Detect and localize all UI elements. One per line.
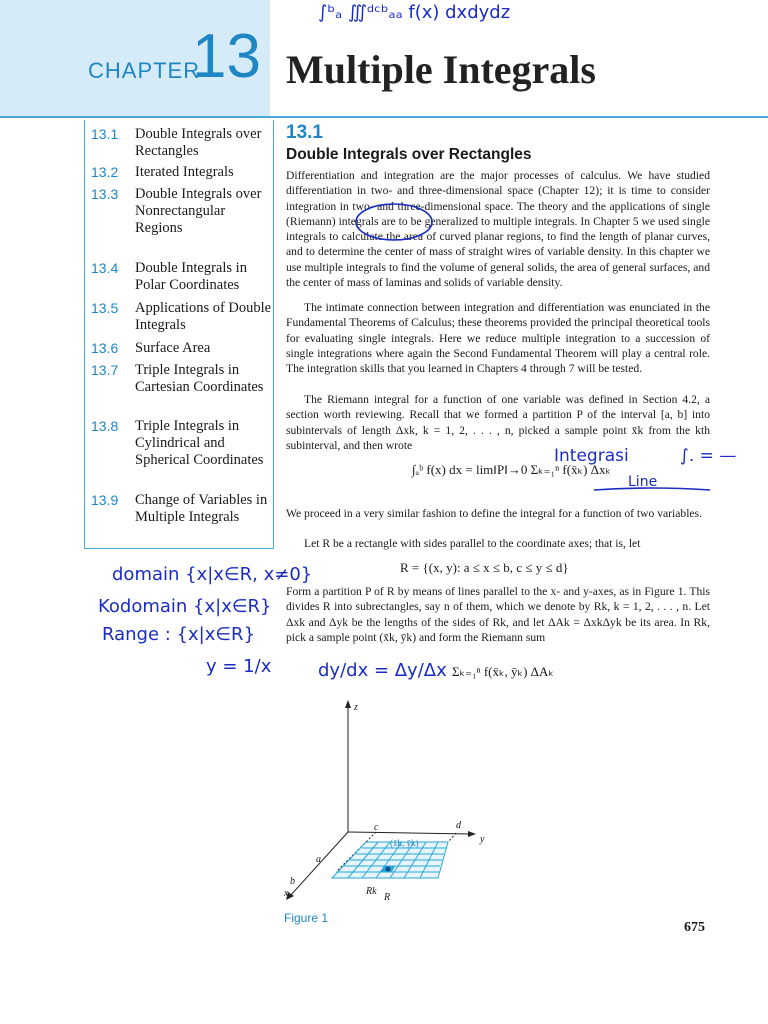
sample-point bbox=[386, 867, 391, 872]
figure-label-y: y bbox=[480, 834, 485, 845]
figure-label-sample-point: (x̄k, ȳk) bbox=[390, 838, 419, 848]
figure-label-x: x bbox=[284, 888, 289, 899]
chapter-toc bbox=[84, 120, 274, 549]
section-title: Double Integrals over Rectangles bbox=[286, 146, 532, 163]
toc-item-title: Applications of Double Integrals bbox=[135, 300, 272, 333]
handwritten-riemann-circle bbox=[352, 200, 436, 244]
header-rule bbox=[0, 116, 768, 118]
paragraph-connection: The intimate connection between integration and differentiation was enunciated in the Fundamental Theorems of Calculus; these theorems provided the principal theoretical tools for evaluating single integrals. Here we reduce multiple integration to a succession of single integrations where again the Second Fundamental Theorem will play a central role. The integration skills that you learned in Chapters 4 through 7 will be tested. bbox=[286, 301, 710, 376]
toc-item-title: Double Integrals in Polar Coordinates bbox=[135, 260, 247, 293]
chapter-number: 13 bbox=[192, 22, 261, 91]
toc-item-number: 13.8 bbox=[91, 418, 119, 434]
toc-item-title: Triple Integrals in Cylindrical and Spherical Coordinates bbox=[135, 418, 264, 468]
toc-item-title: Surface Area bbox=[135, 340, 211, 356]
equation-rectangle: R = {(x, y): a ≤ x ≤ b, c ≤ y ≤ d} bbox=[400, 560, 569, 575]
figure-label-c: c bbox=[374, 822, 379, 833]
equation-riemann-sum: Σₖ₌₁ⁿ f(x̄ₖ, ȳₖ) ΔAₖ bbox=[452, 664, 554, 679]
toc-item-title: Iterated Integrals bbox=[135, 164, 234, 180]
y-axis bbox=[348, 832, 470, 834]
z-axis-arrow bbox=[345, 700, 351, 708]
toc-item-number: 13.4 bbox=[91, 260, 119, 276]
page-number: 675 bbox=[684, 920, 705, 935]
figure-caption: Figure 1 bbox=[284, 911, 329, 925]
handwritten-integrasi: Integrasi bbox=[554, 446, 629, 466]
handwritten-line: Line bbox=[628, 474, 658, 490]
figure-label-r: R bbox=[384, 892, 391, 903]
handwritten-underline bbox=[592, 484, 712, 494]
toc-item-number: 13.2 bbox=[91, 164, 119, 180]
toc-item-number: 13.6 bbox=[91, 340, 119, 356]
handwritten-domain: domain {x|x∈R, x≠0} bbox=[112, 564, 313, 585]
toc-item-title: Double Integrals over Nonrectangular Regions bbox=[135, 186, 262, 236]
paragraph-partition: Form a partition P of R by means of lines parallel to the x- and y-axes, as in Figure 1. This divides R into subrectangles, say n of them, which we denote by Rk, k = 1, 2, . . . , n. Let Δxk and Δyk be the lengths of the sides of Rk, and let ΔAk = ΔxkΔyk be its area. In Rk, pick a sample point (x̄k, ȳk) and form the Riemann sum bbox=[286, 585, 710, 644]
handwritten-integral-dash: ∫. = — bbox=[680, 446, 737, 466]
section-number: 13.1 bbox=[286, 122, 323, 143]
toc-item-number: 13.1 bbox=[91, 126, 119, 142]
figure-label-a: a bbox=[316, 854, 321, 865]
figure-1-diagram bbox=[270, 696, 490, 908]
toc-item-title: Change of Variables in Multiple Integrals bbox=[135, 492, 268, 525]
paragraph-riemann: The Riemann integral for a function of one variable was defined in Section 4.2, a section worth reviewing. Recall that we formed a partition P of the interval [a, b] into subintervals of length Δxk, k = 1, 2, . . . , n, picked a sample point x̄k from the kth subinterval, and then wrote bbox=[286, 393, 710, 452]
paragraph-intro: Differentiation and integration are the major processes of calculus. We have studied differentiation in two- and three-dimensional space (Chapter 12); it is time to consider integration in two- and three-dimensional space. The theory and the applications of single (Riemann) integrals are to be generalized to multiple integrals. In Chapter 5 we used single integrals to calculate the area of curved planar regions, to find the length of planar curves, and to determine the center of mass of straight wires of variable density. In this chapter we use multiple integrals to find the volume of general solids, the area of general surfaces, and the center of mass of laminas and solids of variable density. bbox=[286, 169, 710, 290]
handwritten-integral-note: ∫ᵇₐ ∭ᵈᶜᵇₐₐ f(x) dxdydz bbox=[318, 2, 511, 23]
figure-label-rk: Rk bbox=[366, 886, 377, 897]
toc-item-title: Triple Integrals in Cartesian Coordinates bbox=[135, 362, 264, 395]
y-axis-arrow bbox=[468, 831, 476, 837]
toc-item-number: 13.9 bbox=[91, 492, 119, 508]
handwritten-function: y = 1/x bbox=[206, 656, 272, 677]
chapter-label: CHAPTER bbox=[88, 58, 201, 83]
figure-label-d: d bbox=[456, 820, 461, 831]
handwritten-kodomain: Kodomain {x|x∈R} bbox=[98, 596, 272, 617]
toc-item-number: 13.5 bbox=[91, 300, 119, 316]
figure-label-z: z bbox=[354, 702, 358, 713]
chapter-title: Multiple Integrals bbox=[286, 47, 596, 92]
equation-riemann-integral: ∫ₐᵇ f(x) dx = lim‖P‖→0 Σₖ₌₁ⁿ f(x̄ₖ) Δxₖ bbox=[412, 462, 612, 477]
handwritten-range: Range : {x|x∈R} bbox=[102, 624, 256, 645]
handwritten-derivative: dy/dx = Δy/Δx bbox=[318, 660, 447, 681]
toc-item-number: 13.3 bbox=[91, 186, 119, 202]
toc-item-number: 13.7 bbox=[91, 362, 119, 378]
paragraph-rectangle: Let R be a rectangle with sides parallel to the coordinate axes; that is, let bbox=[304, 537, 641, 550]
paragraph-two-variables: We proceed in a very similar fashion to define the integral for a function of two variables. bbox=[286, 507, 702, 520]
toc-item-title: Double Integrals over Rectangles bbox=[135, 126, 262, 159]
figure-label-b: b bbox=[290, 876, 295, 887]
